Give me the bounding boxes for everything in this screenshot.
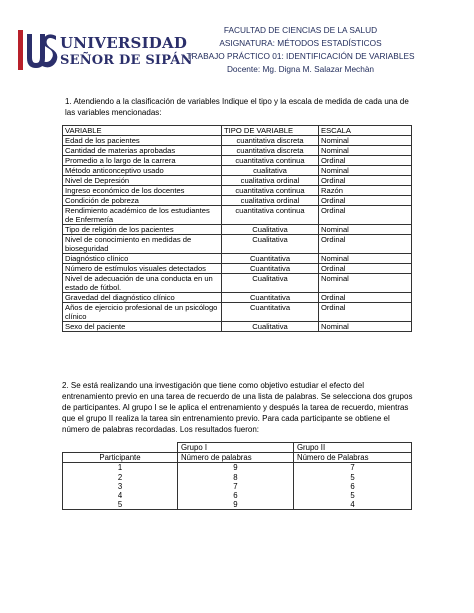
variable-cell: Diagnóstico clínico (63, 254, 222, 264)
variable-type-cell: Cualitativa (222, 322, 319, 332)
scale-cell: Nominal (319, 274, 412, 293)
variable-type-cell: Cuantitativa (222, 293, 319, 303)
variable-type-cell: cuantitativa continua (222, 156, 319, 166)
variable-cell: Años de ejercicio profesional de un psicólogo clínico (63, 303, 222, 322)
scale-cell: Ordinal (319, 235, 412, 254)
participant-cell: 1 (117, 463, 123, 473)
variable-cell: Edad de los pacientes (63, 136, 222, 146)
table-row (63, 166, 412, 176)
variable-type-cell: Cualitativa (222, 274, 319, 293)
table-row (63, 254, 412, 264)
variable-cell: Método anticonceptivo usado (63, 166, 222, 176)
header-titles (143, 24, 458, 76)
teacher-name: Docente: Mg. Digna M. Salazar Mechàn (226, 64, 375, 74)
table-row (63, 303, 412, 322)
group-1-header: Número de palabras (177, 453, 293, 463)
variable-cell: Rendimiento académico de los estudiantes de Enfermería (63, 206, 222, 225)
variable-type-cell: Cuantitativa (222, 264, 319, 274)
logo-text-line1: UNIVERSIDAD (60, 34, 188, 52)
variable-cell: Número de estímulos visuales detectados (63, 264, 222, 274)
variable-type-cell: cualitativa ordinal (222, 176, 319, 186)
group-1-cell: 8 (233, 472, 238, 482)
variable-cell: Nivel de conocimiento en medidas de bioseguridad (63, 235, 222, 254)
scale-cell: Ordinal (319, 176, 412, 186)
column-header: VARIABLE (63, 126, 222, 136)
scale-cell: Nominal (319, 225, 412, 235)
table-row (63, 186, 412, 196)
participant-cell: 5 (117, 500, 123, 510)
variable-type-cell: cuantitativa continua (222, 206, 319, 225)
scale-cell: Nominal (319, 136, 412, 146)
variable-type-cell: cuantitativa discreta (222, 136, 319, 146)
participant-cell: 2 (117, 472, 123, 482)
group-2-label: Grupo II (293, 443, 411, 453)
table-row (63, 156, 412, 166)
assignment-title: TRABAJO PRÁCTICO 01: IDENTIFICACIÓN DE VARIABLES (186, 51, 415, 61)
table-row (63, 146, 412, 156)
scale-cell: Nominal (319, 254, 412, 264)
group-2-cell: 5 (350, 490, 355, 500)
variable-type-cell: Cualitativa (222, 235, 319, 254)
scale-cell: Nominal (319, 166, 412, 176)
group-2-cell: 5 (350, 472, 355, 482)
table-row (63, 293, 412, 303)
scale-cell: Ordinal (319, 156, 412, 166)
group-1-cell: 6 (233, 490, 238, 500)
participant-column (63, 463, 178, 510)
scale-cell: Ordinal (319, 196, 412, 206)
scale-cell: Nominal (319, 146, 412, 156)
variable-type-cell: cuantitativa discreta (222, 146, 319, 156)
scale-cell: Nominal (319, 322, 412, 332)
group-2-cell: 4 (350, 500, 355, 510)
variable-type-cell: cualitativa ordinal (222, 196, 319, 206)
column-header: TIPO DE VARIABLE (222, 126, 319, 136)
table-row (63, 322, 412, 332)
group-2-cell: 7 (350, 463, 355, 473)
table-row (63, 206, 412, 225)
column-header: ESCALA (319, 126, 412, 136)
variable-cell: Nivel de adecuación de una conducta en un estado de fútbol. (63, 274, 222, 293)
variable-cell: Ingreso económico de los docentes (63, 186, 222, 196)
table-row (63, 176, 412, 186)
table-row (63, 264, 412, 274)
variables-table (62, 125, 412, 332)
group-1-cell: 9 (233, 463, 238, 473)
group-1-column (177, 463, 293, 510)
scale-cell: Ordinal (319, 206, 412, 225)
variable-cell: Cantidad de materias aprobadas (63, 146, 222, 156)
group-1-cell: 7 (233, 481, 238, 491)
variable-cell: Sexo del paciente (63, 322, 222, 332)
variable-type-cell: cuantitativa continua (222, 186, 319, 196)
participant-cell: 4 (117, 490, 123, 500)
logo-text-line2: SEÑOR DE SIPÁN (60, 53, 193, 68)
scale-cell: Ordinal (319, 264, 412, 274)
question-1-text: Atendiendo a la clasificación de variables Indique el tipo y la escala de medida de cada una de las variables mencionadas: (65, 97, 409, 117)
variable-type-cell: Cuantitativa (222, 303, 319, 322)
participant-header: Participante (63, 453, 178, 463)
group-1-label: Grupo I (177, 443, 293, 453)
group-2-header: Número de Palabras (293, 453, 411, 463)
variable-cell: Nivel de Depresión (63, 176, 222, 186)
variable-cell: Tipo de religión de los pacientes (63, 225, 222, 235)
scale-cell: Razón (319, 186, 412, 196)
results-table (62, 442, 412, 510)
question-1-number: 1. (65, 97, 72, 106)
group-2-cell: 6 (350, 481, 355, 491)
variable-cell: Promedio a lo largo de la carrera (63, 156, 222, 166)
scale-cell: Ordinal (319, 303, 412, 322)
document-header (18, 14, 458, 94)
faculty-title: FACULTAD DE CIENCIAS DE LA SALUD (223, 25, 378, 35)
table-row (63, 274, 412, 293)
variable-cell: Condición de pobreza (63, 196, 222, 206)
table-row (63, 235, 412, 254)
table-row (63, 196, 412, 206)
scale-cell: Ordinal (319, 293, 412, 303)
question-2-text: 2. Se está realizando una investigación que tiene como objetivo estudiar el efecto del entrenamiento previo en una tarea de recuerdo de una lista de palabras. Se selecciona dos grupos de participantes. Al grupo I se le aplica el entrenamiento y después la tarea de recuerdo, mientras que el grupo II realiza la tarea sin entrenamiento previo. Para cada participante se obtiene el número de palabras recordadas. Los resultados fueron: (62, 381, 413, 434)
university-logo-mark-icon (18, 28, 58, 74)
variable-type-cell: cualitativa (222, 166, 319, 176)
variable-type-cell: Cualitativa (222, 225, 319, 235)
subject-title: ASIGNATURA: MÉTODOS ESTADÍSTICOS (219, 38, 382, 48)
table-row (63, 136, 412, 146)
group-1-cell: 9 (233, 500, 238, 510)
question-1 (65, 97, 415, 118)
variable-cell: Gravedad del diagnóstico clínico (63, 293, 222, 303)
results-table-empty-corner (63, 443, 178, 453)
variables-table-header-row (63, 126, 412, 136)
table-row (63, 225, 412, 235)
group-2-column (293, 463, 411, 510)
variable-type-cell: Cuantitativa (222, 254, 319, 264)
participant-cell: 3 (117, 481, 123, 491)
